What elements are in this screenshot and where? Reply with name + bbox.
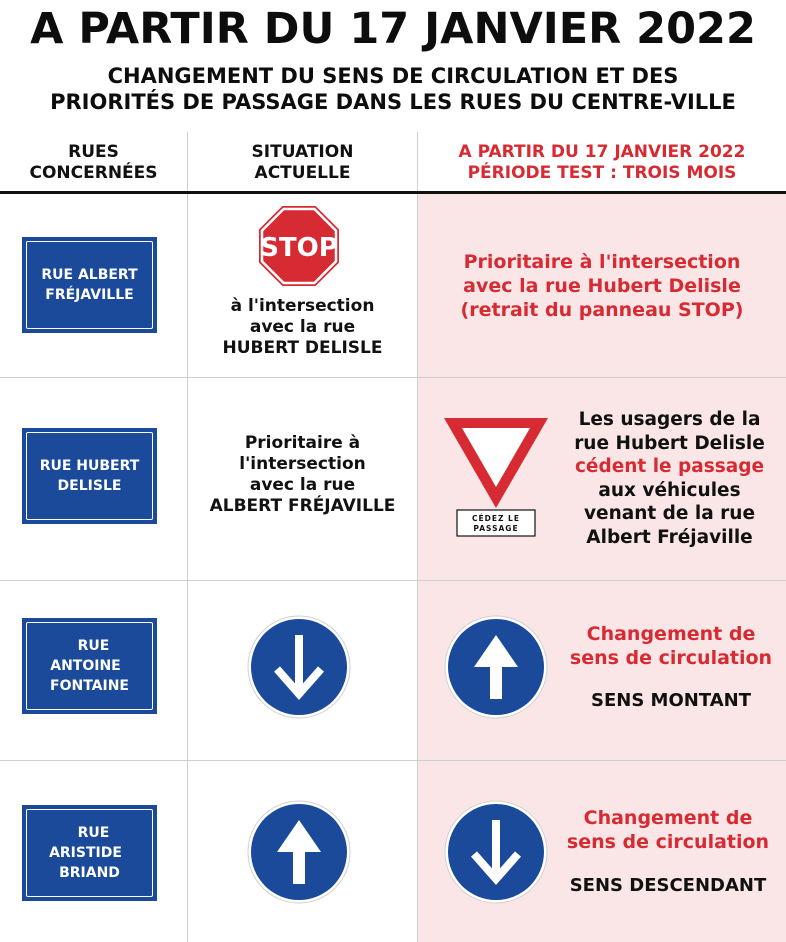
street-name-line1: RUE ALBERT	[41, 267, 138, 283]
column-header-streets-line1: RUES	[68, 142, 119, 162]
arrow-down-sign-icon	[444, 800, 548, 904]
column-header-streets	[0, 142, 187, 184]
column-header-current-line2: ACTUELLE	[254, 163, 351, 183]
page-title: A PARTIR DU 17 JANVIER 2022	[30, 4, 756, 54]
street-sign-antoine-fontaine	[22, 618, 157, 714]
header-divider	[0, 191, 786, 194]
new-situation-row2	[553, 408, 786, 549]
yield-sign-icon	[442, 416, 550, 540]
arrow-down-sign-icon	[247, 615, 351, 719]
stop-sign-icon	[259, 206, 339, 286]
street-name-line1: RUE HUBERT	[39, 458, 140, 474]
row-divider-1	[0, 377, 786, 378]
row-divider-2	[0, 580, 786, 581]
column-header-new	[418, 142, 786, 184]
new-direction-row4: SENS DESCENDANT	[569, 875, 767, 896]
column-header-new-line2: PÉRIODE TEST : TROIS MOIS	[467, 163, 737, 183]
new-row2-line2: rue Hubert Delisle	[574, 432, 765, 454]
column-header-new-line1: A PARTIR DU 17 JANVIER 2022	[458, 142, 746, 162]
new-row3-line1: Changement de	[586, 623, 756, 645]
new-row2-line4: aux véhicules	[598, 479, 741, 501]
street-name-line1: RUE ARISTIDE	[49, 825, 122, 861]
stop-sign-text: STOP	[260, 233, 338, 263]
arrow-up-sign-icon	[247, 800, 351, 904]
column-header-current-line1: SITUATION	[251, 142, 354, 162]
row-divider-3	[0, 760, 786, 761]
new-situation-row1	[418, 250, 786, 322]
street-name-line2: BRIAND	[59, 865, 120, 881]
current-row2-line1: Prioritaire à	[244, 433, 361, 453]
current-row2-line2: l'intersection	[239, 454, 366, 474]
street-name-line2: FONTAINE	[50, 678, 129, 694]
current-row2-line3: avec la rue	[249, 475, 356, 495]
current-row1-line1: à l'intersection	[230, 296, 375, 316]
new-direction-row3: SENS MONTANT	[591, 690, 751, 711]
street-name-line2: DELISLE	[57, 478, 122, 494]
street-sign-albert-frejaville	[22, 237, 157, 333]
current-situation-row2	[188, 433, 417, 517]
street-name-line1: RUE ANTOINE	[50, 638, 121, 674]
new-row1-line1: Prioritaire à l'intersection	[463, 251, 741, 273]
current-situation-row1	[188, 296, 417, 359]
page-subtitle-line2: PRIORITÉS DE PASSAGE DANS LES RUES DU CENTRE-VILLE	[50, 90, 736, 114]
page-subtitle-line1: CHANGEMENT DU SENS DE CIRCULATION ET DES	[107, 64, 679, 88]
new-situation-row3-change	[556, 622, 786, 670]
yield-plate-text-line2: PASSAGE	[473, 524, 519, 533]
yield-plate-text-line1: CÉDEZ LE	[472, 514, 520, 523]
current-row2-line4: ALBERT FRÉJAVILLE	[209, 496, 396, 516]
new-row2-line6: Albert Fréjaville	[586, 526, 753, 548]
arrow-up-sign-icon	[444, 615, 548, 719]
column-divider-1	[187, 132, 188, 942]
current-row1-line2: avec la rue	[249, 317, 356, 337]
column-header-current	[188, 142, 417, 184]
new-row4-line2: sens de circulation	[566, 831, 770, 853]
street-sign-hubert-delisle	[22, 428, 157, 524]
current-row1-line3: HUBERT DELISLE	[222, 338, 383, 358]
new-row2-line5: venant de la rue	[583, 503, 756, 524]
new-row1-line3: (retrait du panneau STOP)	[460, 299, 744, 321]
new-situation-row4-change	[553, 806, 783, 854]
new-row1-line2: avec la rue Hubert Delisle	[463, 275, 741, 297]
new-row3-line2: sens de circulation	[569, 647, 773, 669]
new-row2-line3: cédent le passage	[574, 456, 765, 477]
new-row4-line1: Changement de	[583, 807, 753, 829]
column-header-streets-line2: CONCERNÉES	[29, 163, 158, 183]
street-sign-aristide-briand	[22, 805, 157, 901]
street-name-line2: FRÉJAVILLE	[45, 287, 134, 303]
new-row2-line1: Les usagers de la	[578, 409, 761, 430]
